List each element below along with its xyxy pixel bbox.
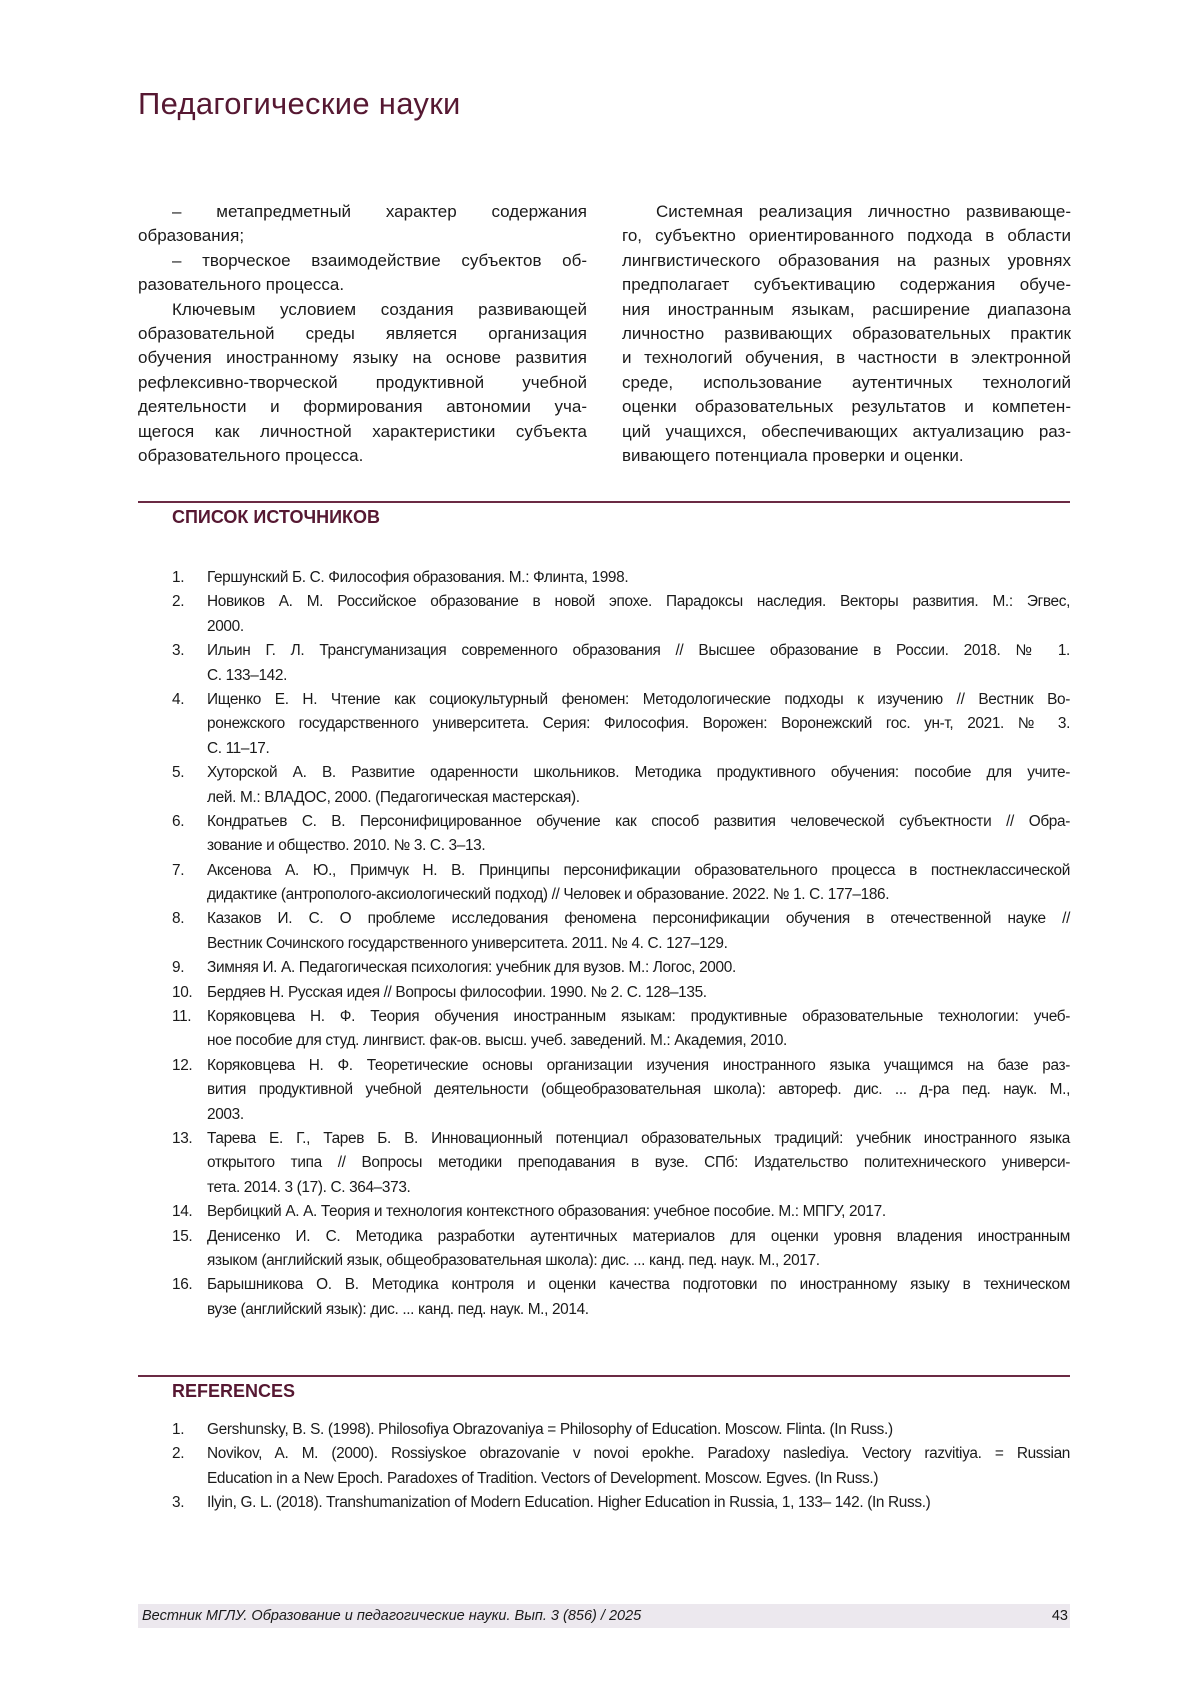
reference-number: 5.: [172, 761, 184, 785]
paragraph-line: деятельности и формирования автономии уча-: [138, 395, 587, 419]
paragraph-line: – творческое взаимодействие субъектов об-: [138, 249, 587, 273]
reference-text-line: Хуторской А. В. Развитие одаренности школьников. Методика продуктивного обучения: пособие для учите-: [207, 761, 1070, 785]
reference-number: 1.: [172, 566, 184, 590]
references-list: [172, 1418, 1070, 1516]
reference-text-line: Аксенова А. Ю., Примчук Н. В. Принципы персонификации образовательного процесса в постнеклассической: [207, 859, 1070, 883]
reference-text-line: языком (английский язык, общеобразовательная школа): дис. ... канд. пед. наук. М., 2017.: [207, 1249, 1070, 1273]
reference-item: [172, 907, 1070, 956]
paragraph-line: го, субъектно ориентированного подхода в области: [622, 224, 1071, 248]
reference-number: 12.: [172, 1054, 192, 1078]
reference-text-line: Новиков А. М. Российское образование в новой эпохе. Парадоксы наследия. Векторы развития. М.: Эгвес,: [207, 590, 1070, 614]
reference-text-line: Ilyin, G. L. (2018). Transhumanization of Modern Education. Higher Education in Russia, 1, 133– 142. (In Russ.): [207, 1491, 1070, 1515]
paragraph-line: образовательного процесса.: [138, 444, 587, 468]
reference-number: 1.: [172, 1418, 184, 1442]
paragraph-line: оценки образовательных результатов и компетен-: [622, 395, 1071, 419]
paragraph-line: разовательного процесса.: [138, 273, 587, 297]
reference-text-line: Барышникова О. В. Методика контроля и оценки качества подготовки по иностранному языку в техническом: [207, 1273, 1070, 1297]
reference-item: [172, 566, 1070, 590]
reference-text-line: Novikov, A. M. (2000). Rossiyskoe obrazovanie v novoi epokhe. Paradoxy naslediya. Vectory razvitiya. = Russian: [207, 1442, 1070, 1466]
paragraph-line: – метапредметный характер содержания: [138, 200, 587, 224]
reference-text-line: Кондратьев С. В. Персонифицированное обучение как способ развития человеческой субъектности // Обра-: [207, 810, 1070, 834]
reference-item: [172, 639, 1070, 688]
reference-number: 10.: [172, 981, 192, 1005]
reference-number: 9.: [172, 956, 184, 980]
reference-text-line: лей. М.: ВЛАДОС, 2000. (Педагогическая мастерская).: [207, 786, 1070, 810]
reference-item: [172, 1225, 1070, 1274]
reference-item: [172, 1491, 1070, 1515]
reference-number: 14.: [172, 1200, 192, 1224]
reference-text-line: С. 133–142.: [207, 664, 1070, 688]
paragraph-line: лингвистического образования на разных уровнях: [622, 249, 1071, 273]
body-left-column: [138, 200, 587, 468]
paragraph-line: ций учащихся, обеспечивающих актуализацию раз-: [622, 420, 1071, 444]
reference-item: [172, 1127, 1070, 1200]
reference-number: 13.: [172, 1127, 192, 1151]
paragraph-line: личностно развивающих образовательных практик: [622, 322, 1071, 346]
reference-text-line: Зимняя И. А. Педагогическая психология: учебник для вузов. М.: Логос, 2000.: [207, 956, 1070, 980]
reference-item: [172, 859, 1070, 908]
reference-text-line: зование и общество. 2010. № 3. С. 3–13.: [207, 834, 1070, 858]
reference-number: 3.: [172, 1491, 184, 1515]
paragraph-line: рефлексивно-творческой продуктивной учебной: [138, 371, 587, 395]
reference-item: [172, 1418, 1070, 1442]
paragraph-line: обучения иностранному языку на основе развития: [138, 346, 587, 370]
reference-number: 11.: [172, 1005, 191, 1029]
reference-text-line: Тарева Е. Г., Тарев Б. В. Инновационный потенциал образовательных традиций: учебник иностранного языка: [207, 1127, 1070, 1151]
reference-number: 3.: [172, 639, 184, 663]
reference-text-line: Денисенко И. С. Методика разработки аутентичных материалов для оценки уровня владения иностранным: [207, 1225, 1070, 1249]
reference-text-line: вития продуктивной учебной деятельности (общеобразовательная школа): автореф. дис. ... д-ра пед. наук. М.,: [207, 1078, 1070, 1102]
reference-number: 16.: [172, 1273, 192, 1297]
page-number: 43: [1052, 1604, 1068, 1628]
reference-text-line: 2000.: [207, 615, 1070, 639]
reference-item: [172, 590, 1070, 639]
section-title: Педагогические науки: [138, 86, 461, 122]
reference-text-line: Вербицкий А. А. Теория и технология контекстного образования: учебное пособие. М.: МПГУ, 2017.: [207, 1200, 1070, 1224]
reference-item: [172, 981, 1070, 1005]
paragraph-line: вивающего потенциала проверки и оценки.: [622, 444, 1071, 468]
reference-text-line: Бердяев Н. Русская идея // Вопросы философии. 1990. № 2. С. 128–135.: [207, 981, 1070, 1005]
reference-number: 15.: [172, 1225, 192, 1249]
paragraph-line: образования;: [138, 224, 587, 248]
sources-list: [172, 566, 1070, 1322]
reference-number: 6.: [172, 810, 184, 834]
reference-text-line: Gershunsky, B. S. (1998). Philosofiya Obrazovaniya = Philosophy of Education. Moscow. Flinta. (In Russ.): [207, 1418, 1070, 1442]
reference-text-line: Ищенко Е. Н. Чтение как социокультурный феномен: Методологические подходы к изучению // Вестник Во-: [207, 688, 1070, 712]
reference-item: [172, 956, 1070, 980]
reference-text-line: Коряковцева Н. Ф. Теоретические основы организации изучения иностранного языка учащимся на базе раз-: [207, 1054, 1070, 1078]
reference-item: [172, 1273, 1070, 1322]
paragraph-line: среде, использование аутентичных технологий: [622, 371, 1071, 395]
reference-item: [172, 1200, 1070, 1224]
reference-text-line: Вестник Сочинского государственного университета. 2011. № 4. С. 127–129.: [207, 932, 1070, 956]
paragraph-line: ния иностранным языкам, расширение диапазона: [622, 298, 1071, 322]
reference-text-line: открытого типа // Вопросы методики преподавания в вузе. СПб: Издательство политехнического универси-: [207, 1151, 1070, 1175]
sources-heading: СПИСОК ИСТОЧНИКОВ: [172, 507, 380, 528]
reference-text-line: Ильин Г. Л. Трансгуманизация современного образования // Высшее образование в России. 2018. № 1.: [207, 639, 1070, 663]
paragraph-line: Системная реализация личностно развивающе-: [622, 200, 1071, 224]
divider: [138, 501, 1070, 503]
reference-text-line: ронежского государственного университета. Серия: Философия. Ворожен: Воронежский гос. ун-т, 2021. № 3.: [207, 712, 1070, 736]
reference-item: [172, 1054, 1070, 1127]
divider: [138, 1375, 1070, 1377]
paragraph-line: Ключевым условием создания развивающей: [138, 298, 587, 322]
reference-item: [172, 810, 1070, 859]
reference-text-line: дидактике (антрополого-аксиологический подход) // Человек и образование. 2022. № 1. С. 177–186.: [207, 883, 1070, 907]
reference-number: 8.: [172, 907, 184, 931]
reference-number: 4.: [172, 688, 184, 712]
reference-number: 7.: [172, 859, 184, 883]
journal-title: Вестник МГЛУ. Образование и педагогические науки. Вып. 3 (856) / 2025: [142, 1604, 641, 1628]
reference-item: [172, 1005, 1070, 1054]
reference-text-line: Education in a New Epoch. Paradoxes of Tradition. Vectors of Development. Moscow. Egves. (In Russ.): [207, 1467, 1070, 1491]
paragraph-line: предполагает субъективацию содержания обуче-: [622, 273, 1071, 297]
reference-number: 2.: [172, 590, 184, 614]
reference-number: 2.: [172, 1442, 184, 1466]
reference-text-line: Гершунский Б. С. Философия образования. М.: Флинта, 1998.: [207, 566, 1070, 590]
reference-text-line: Казаков И. С. О проблеме исследования феномена персонификации обучения в отечественной науке //: [207, 907, 1070, 931]
reference-item: [172, 1442, 1070, 1491]
paragraph-line: и технологий обучения, в частности в электронной: [622, 346, 1071, 370]
body-right-column: [622, 200, 1071, 468]
reference-text-line: Коряковцева Н. Ф. Теория обучения иностранным языкам: продуктивные образовательные технологии: учеб-: [207, 1005, 1070, 1029]
reference-item: [172, 688, 1070, 761]
page-footer: [138, 1604, 1070, 1628]
paragraph-line: образовательной среды является организация: [138, 322, 587, 346]
reference-text-line: тета. 2014. 3 (17). С. 364–373.: [207, 1176, 1070, 1200]
references-heading: REFERENCES: [172, 1381, 295, 1402]
paragraph-line: щегося как личностной характеристики субъекта: [138, 420, 587, 444]
reference-text-line: вузе (английский язык): дис. ... канд. пед. наук. М., 2014.: [207, 1298, 1070, 1322]
reference-text-line: ное пособие для студ. лингвист. фак-ов. высш. учеб. заведений. М.: Академия, 2010.: [207, 1029, 1070, 1053]
reference-text-line: 2003.: [207, 1103, 1070, 1127]
reference-item: [172, 761, 1070, 810]
reference-text-line: С. 11–17.: [207, 737, 1070, 761]
